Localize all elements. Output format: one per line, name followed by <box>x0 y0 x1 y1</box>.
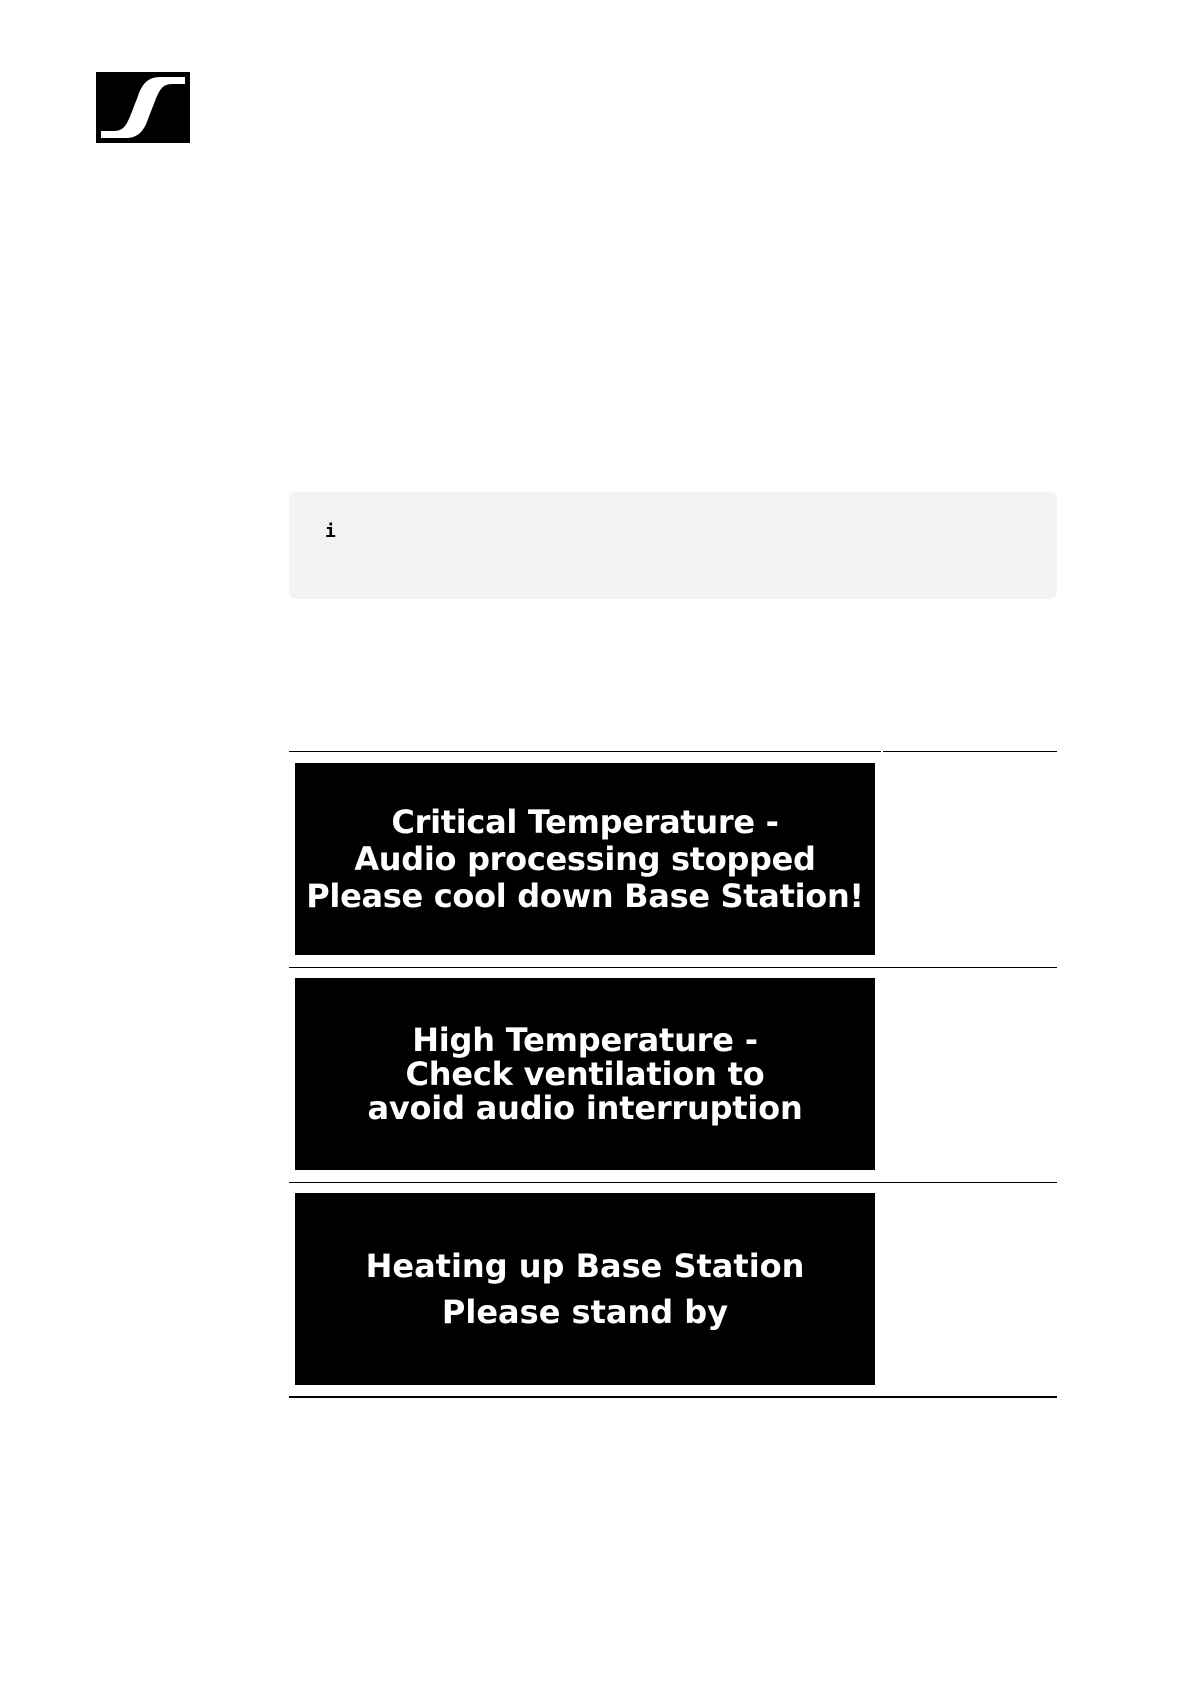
display-text-line: High Temperature - <box>412 1021 758 1059</box>
table-row <box>289 968 1057 1183</box>
info-icon: i <box>325 521 336 542</box>
table-row <box>289 753 1057 968</box>
display-text-line: avoid audio interruption <box>367 1089 803 1127</box>
table-row <box>289 1183 1057 1398</box>
display-messages-table <box>289 751 1057 1398</box>
table-description-cell <box>883 753 1057 967</box>
critical-temperature-display <box>295 763 875 955</box>
display-text-line: Heating up Base Station <box>365 1247 805 1285</box>
heating-up-display <box>295 1193 875 1385</box>
sennheiser-logo-icon <box>96 72 190 143</box>
info-note-box <box>289 492 1057 599</box>
table-description-cell <box>883 1183 1057 1396</box>
display-text-line: Please cool down Base Station! <box>306 876 864 915</box>
high-temperature-display <box>295 978 875 1170</box>
display-text-line: Critical Temperature - <box>391 802 779 841</box>
display-text-line: Audio processing stopped <box>354 839 816 878</box>
table-description-cell <box>883 968 1057 1182</box>
brand-logo <box>96 72 190 143</box>
display-text-line: Check ventilation to <box>405 1055 765 1093</box>
display-text-line: Please stand by <box>441 1293 729 1331</box>
